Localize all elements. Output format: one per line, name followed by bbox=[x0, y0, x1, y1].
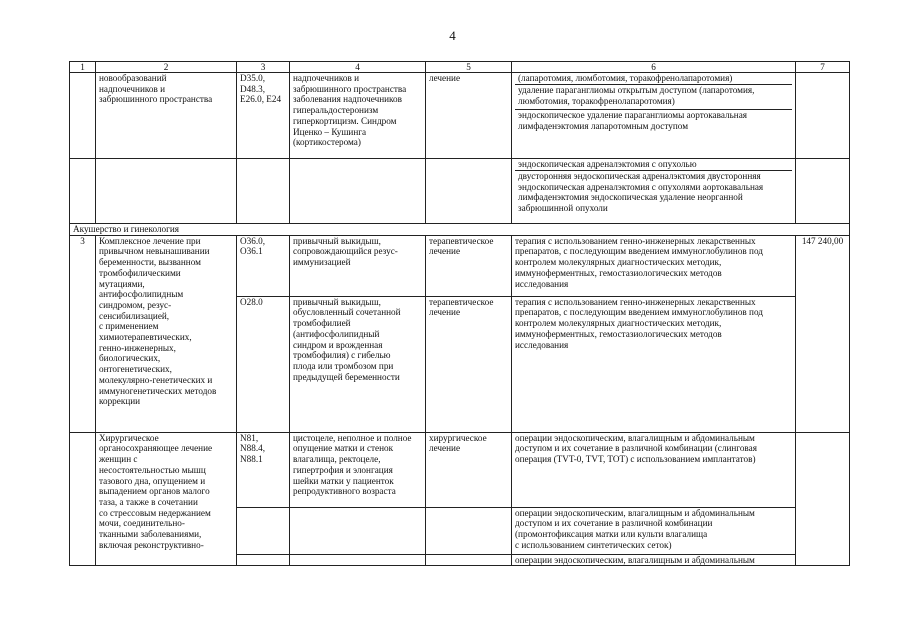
patient-model: надпочечников и забрюшинного пространства заболевания надпочечников гиперальдостеронизм гиперкортицизм. Синдром Иценко – Кушинга (кортикостерома) bbox=[290, 73, 426, 159]
table-row bbox=[70, 432, 850, 507]
profile-name: Хирургическое органосохраняющее лечение женщин с несостоятельностью мышц тазового дна, опущением и выпадением органов малого таза, а также в сочетании со стрессовым недержанием мочи, соединительно- тканными заболеваниями, включая реконструктивно- bbox=[96, 432, 237, 566]
patient-model: привычный выкидыш, обусловленный сочетанной тромбофилией (антифосфолипидный синдром и врожденная тромбофилия) с гибелью плода или тромбозом при предыдущей беременности bbox=[290, 296, 426, 432]
header-row bbox=[70, 62, 850, 73]
price-cell bbox=[796, 159, 850, 224]
table-row bbox=[70, 159, 850, 224]
header-cell: 1 bbox=[70, 62, 96, 73]
patient-model: привычный выкидыш, сопровождающийся резус- иммунизацией bbox=[290, 235, 426, 296]
header-cell: 7 bbox=[796, 62, 850, 73]
method-text: операции эндоскопическим, влагалищным и абдоминальным bbox=[512, 554, 796, 566]
method-line: (лапаротомия, люмботомия, торакофренолапаротомия) bbox=[515, 73, 792, 85]
price-cell bbox=[796, 432, 850, 566]
header-cell: 6 bbox=[512, 62, 796, 73]
table-row bbox=[70, 235, 850, 296]
icd-codes: N81, N88.4, N88.1 bbox=[237, 432, 290, 507]
header-cell: 4 bbox=[290, 62, 426, 73]
treatment-type: лечение bbox=[426, 73, 512, 159]
treatment-type bbox=[426, 507, 512, 554]
icd-codes: D35.0, D48.3, E26.0, E24 bbox=[237, 73, 290, 159]
row-number bbox=[70, 159, 96, 224]
medical-care-table bbox=[69, 61, 850, 566]
method-line: удаление параганглиомы открытым доступом (лапаротомия, люмботомия, торакофренолапаротомия) bbox=[515, 85, 792, 110]
methods-cell bbox=[512, 159, 796, 224]
icd-codes: O28.0 bbox=[237, 296, 290, 432]
icd-codes bbox=[237, 507, 290, 554]
icd-codes bbox=[237, 554, 290, 566]
profile-name: Комплексное лечение при привычном невынашивании беременности, вызванном тромбофилическими мутациями, антифосфолипидным синдромом, резус- сенсибилизацией, с применением химиотерапевтических, генно-инженерных, биологических, онтогенетических, молекулярно-генетических и иммуногенетических методов коррекции bbox=[96, 235, 237, 432]
patient-model bbox=[290, 554, 426, 566]
method-line: эндоскопическая адреналэктомия с опухолью bbox=[515, 159, 792, 171]
method-text: операции эндоскопическим, влагалищным и абдоминальным доступом и их сочетание в различной комбинации (промонтофиксация матки или культи влагалища с использованием синтетических сеток) bbox=[512, 507, 796, 554]
method-line: двусторонняя эндоскопическая адреналэктомия двусторонняя эндоскопическая адреналэктомия с опухолями аортокавальная лимфаденэктомия эндоскопическая удаление неорганной забрюшинной опухоли bbox=[518, 171, 764, 214]
page-number: 4 bbox=[449, 28, 456, 43]
price-cell bbox=[796, 73, 850, 159]
header-cell: 5 bbox=[426, 62, 512, 73]
header-cell: 2 bbox=[96, 62, 237, 73]
price-cell: 147 240,00 bbox=[796, 235, 850, 432]
profile-name bbox=[96, 159, 237, 224]
treatment-type: хирургическое лечение bbox=[426, 432, 512, 507]
method-line: эндоскопическое удаление параганглиомы аортокавальная лимфаденэктомия лапаротомным доступом bbox=[518, 110, 747, 131]
row-number: 3 bbox=[70, 235, 96, 432]
table-row bbox=[70, 73, 850, 159]
profile-name: новообразований надпочечников и забрюшинного пространства bbox=[96, 73, 237, 159]
section-title: Акушерство и гинекология bbox=[70, 224, 850, 236]
method-text: терапия с использованием генно-инженерных лекарственных препаратов, с последующим введением иммуноглобулинов под контролем молекулярных диагностических методик, иммуноферментных, гемостазиологических методов исследования bbox=[512, 235, 796, 296]
method-text: терапия с использованием генно-инженерных лекарственных препаратов, с последующим введением иммуноглобулинов под контролем молекулярных диагностических методик, иммуноферментных, гемостазиологических методов исследования bbox=[512, 296, 796, 432]
treatment-type bbox=[426, 159, 512, 224]
icd-codes: O36.0, O36.1 bbox=[237, 235, 290, 296]
patient-model bbox=[290, 507, 426, 554]
header-cell: 3 bbox=[237, 62, 290, 73]
methods-cell bbox=[512, 73, 796, 159]
row-number bbox=[70, 73, 96, 159]
icd-codes bbox=[237, 159, 290, 224]
row-number bbox=[70, 432, 96, 566]
section-row bbox=[70, 224, 850, 236]
treatment-type: терапевтическое лечение bbox=[426, 296, 512, 432]
treatment-type bbox=[426, 554, 512, 566]
method-text: операции эндоскопическим, влагалищным и абдоминальным доступом и их сочетание в различной комбинации (слинговая операция (TVT-0, TVT, TOT) с использованием имплантатов) bbox=[512, 432, 796, 507]
treatment-type: терапевтическое лечение bbox=[426, 235, 512, 296]
patient-model bbox=[290, 159, 426, 224]
patient-model: цистоцеле, неполное и полное опущение матки и стенок влагалища, ректоцеле, гипертрофия и элонгация шейки матки у пациенток репродуктивного возраста bbox=[290, 432, 426, 507]
